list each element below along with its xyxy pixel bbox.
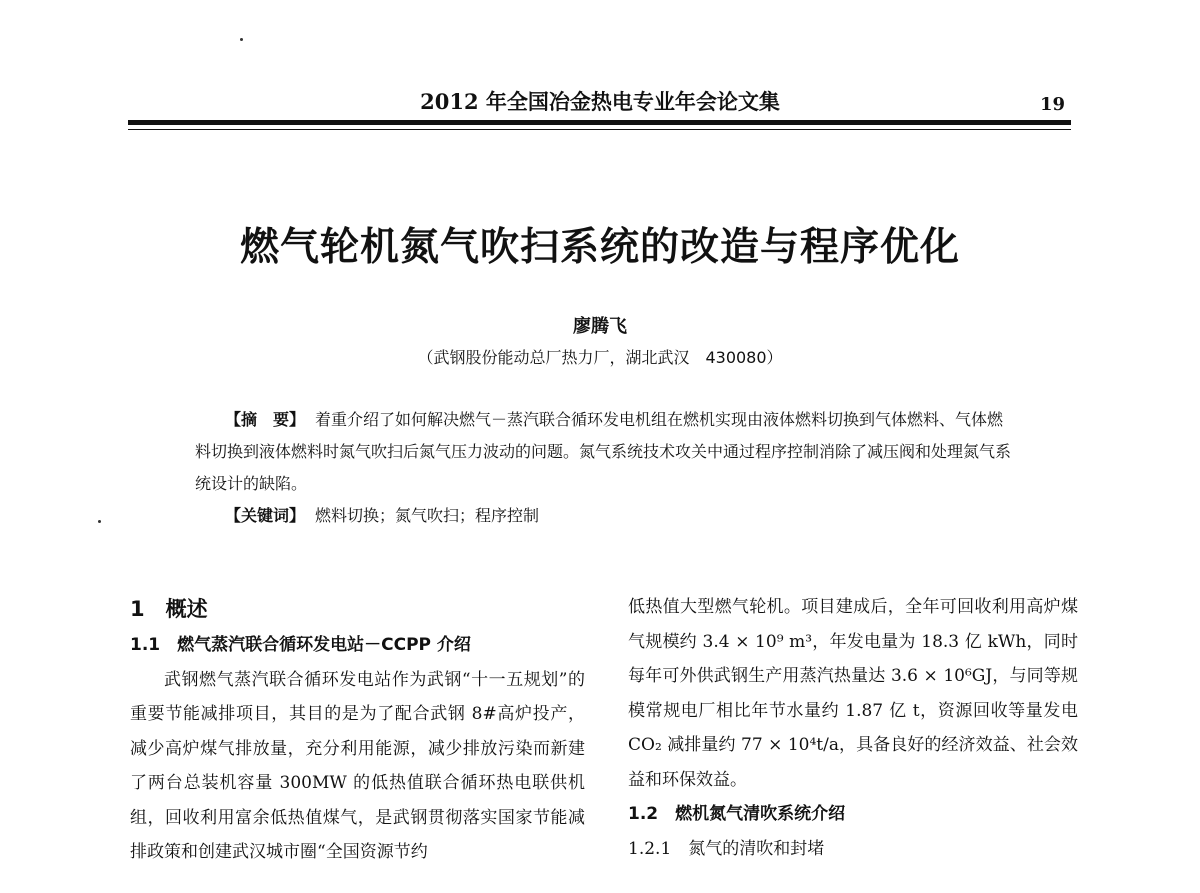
running-header-title: 2012 年全国冶金热电专业年会论文集 [420,89,780,114]
section-1-2-1-heading: 1.2.1 氮气的清吹和封堵 [628,838,825,859]
section-1-2-heading: 1.2 燃机氮气清吹系统介绍 [628,804,846,824]
right-body-paragraph: 低热值大型燃气轮机。项目建成后，全年可回收利用高炉煤气规模约 3.4 × 10⁹ m³，年发电量为 18.3 亿 kWh，同时每年可外供武钢生产用蒸汽热量达 3.6 × 10⁶GJ，与同等规模常规电厂相比年节水量约 1.87 亿 t，资源回收等量发电 CO₂ 减排量约 77 × 10⁴t/a，具备良好的经济效益、社会效益和环保效益。 [628,597,1078,790]
keywords-line [195,500,1015,532]
right-column [628,590,1078,866]
header-rule-thick [128,120,1071,125]
scan-speck [240,38,243,41]
abstract-paragraph [195,404,1015,500]
scan-speck [98,520,101,523]
section-1-heading: 1 概述 [130,597,208,621]
section-1-1-heading: 1.1 燃气蒸汽联合循环发电站－CCPP 介绍 [130,635,471,655]
abstract-block [195,404,1015,532]
left-column [130,590,585,870]
abstract-text: 着重介绍了如何解决燃气－蒸汽联合循环发电机组在燃机实现由液体燃料切换到气体燃料、气体燃料切换到液体燃料时氮气吹扫后氮气压力波动的问题。氮气系统技术攻关中通过程序控制消除了减压阀和处理氮气系统设计的缺陷。 [195,410,1012,493]
author-affiliation: （武钢股份能动总厂热力厂，湖北武汉 430080） [417,348,783,367]
keywords-text: 燃料切换；氮气吹扫；程序控制 [315,506,540,525]
page-number: 19 [1040,94,1066,115]
abstract-label: 【摘 要】 [225,410,306,429]
left-body-paragraph: 武钢燃气蒸汽联合循环发电站作为武钢“十一五规划”的重要节能减排项目，其目的是为了配合武钢 8#高炉投产，减少高炉煤气排放量，充分利用能源，减少排放污染而新建了两台总装机容量 300MW 的低热值联合循环热电联供机组，回收利用富余低热值煤气，是武钢贯彻落实国家节能减排政策和创建武汉城市圈“全国资源节约 [130,669,585,862]
author-name: 廖腾飞 [573,316,627,337]
keywords-label: 【关键词】 [225,506,306,525]
paper-title: 燃气轮机氮气吹扫系统的改造与程序优化 [239,224,960,270]
header-rule-thin [128,129,1071,130]
